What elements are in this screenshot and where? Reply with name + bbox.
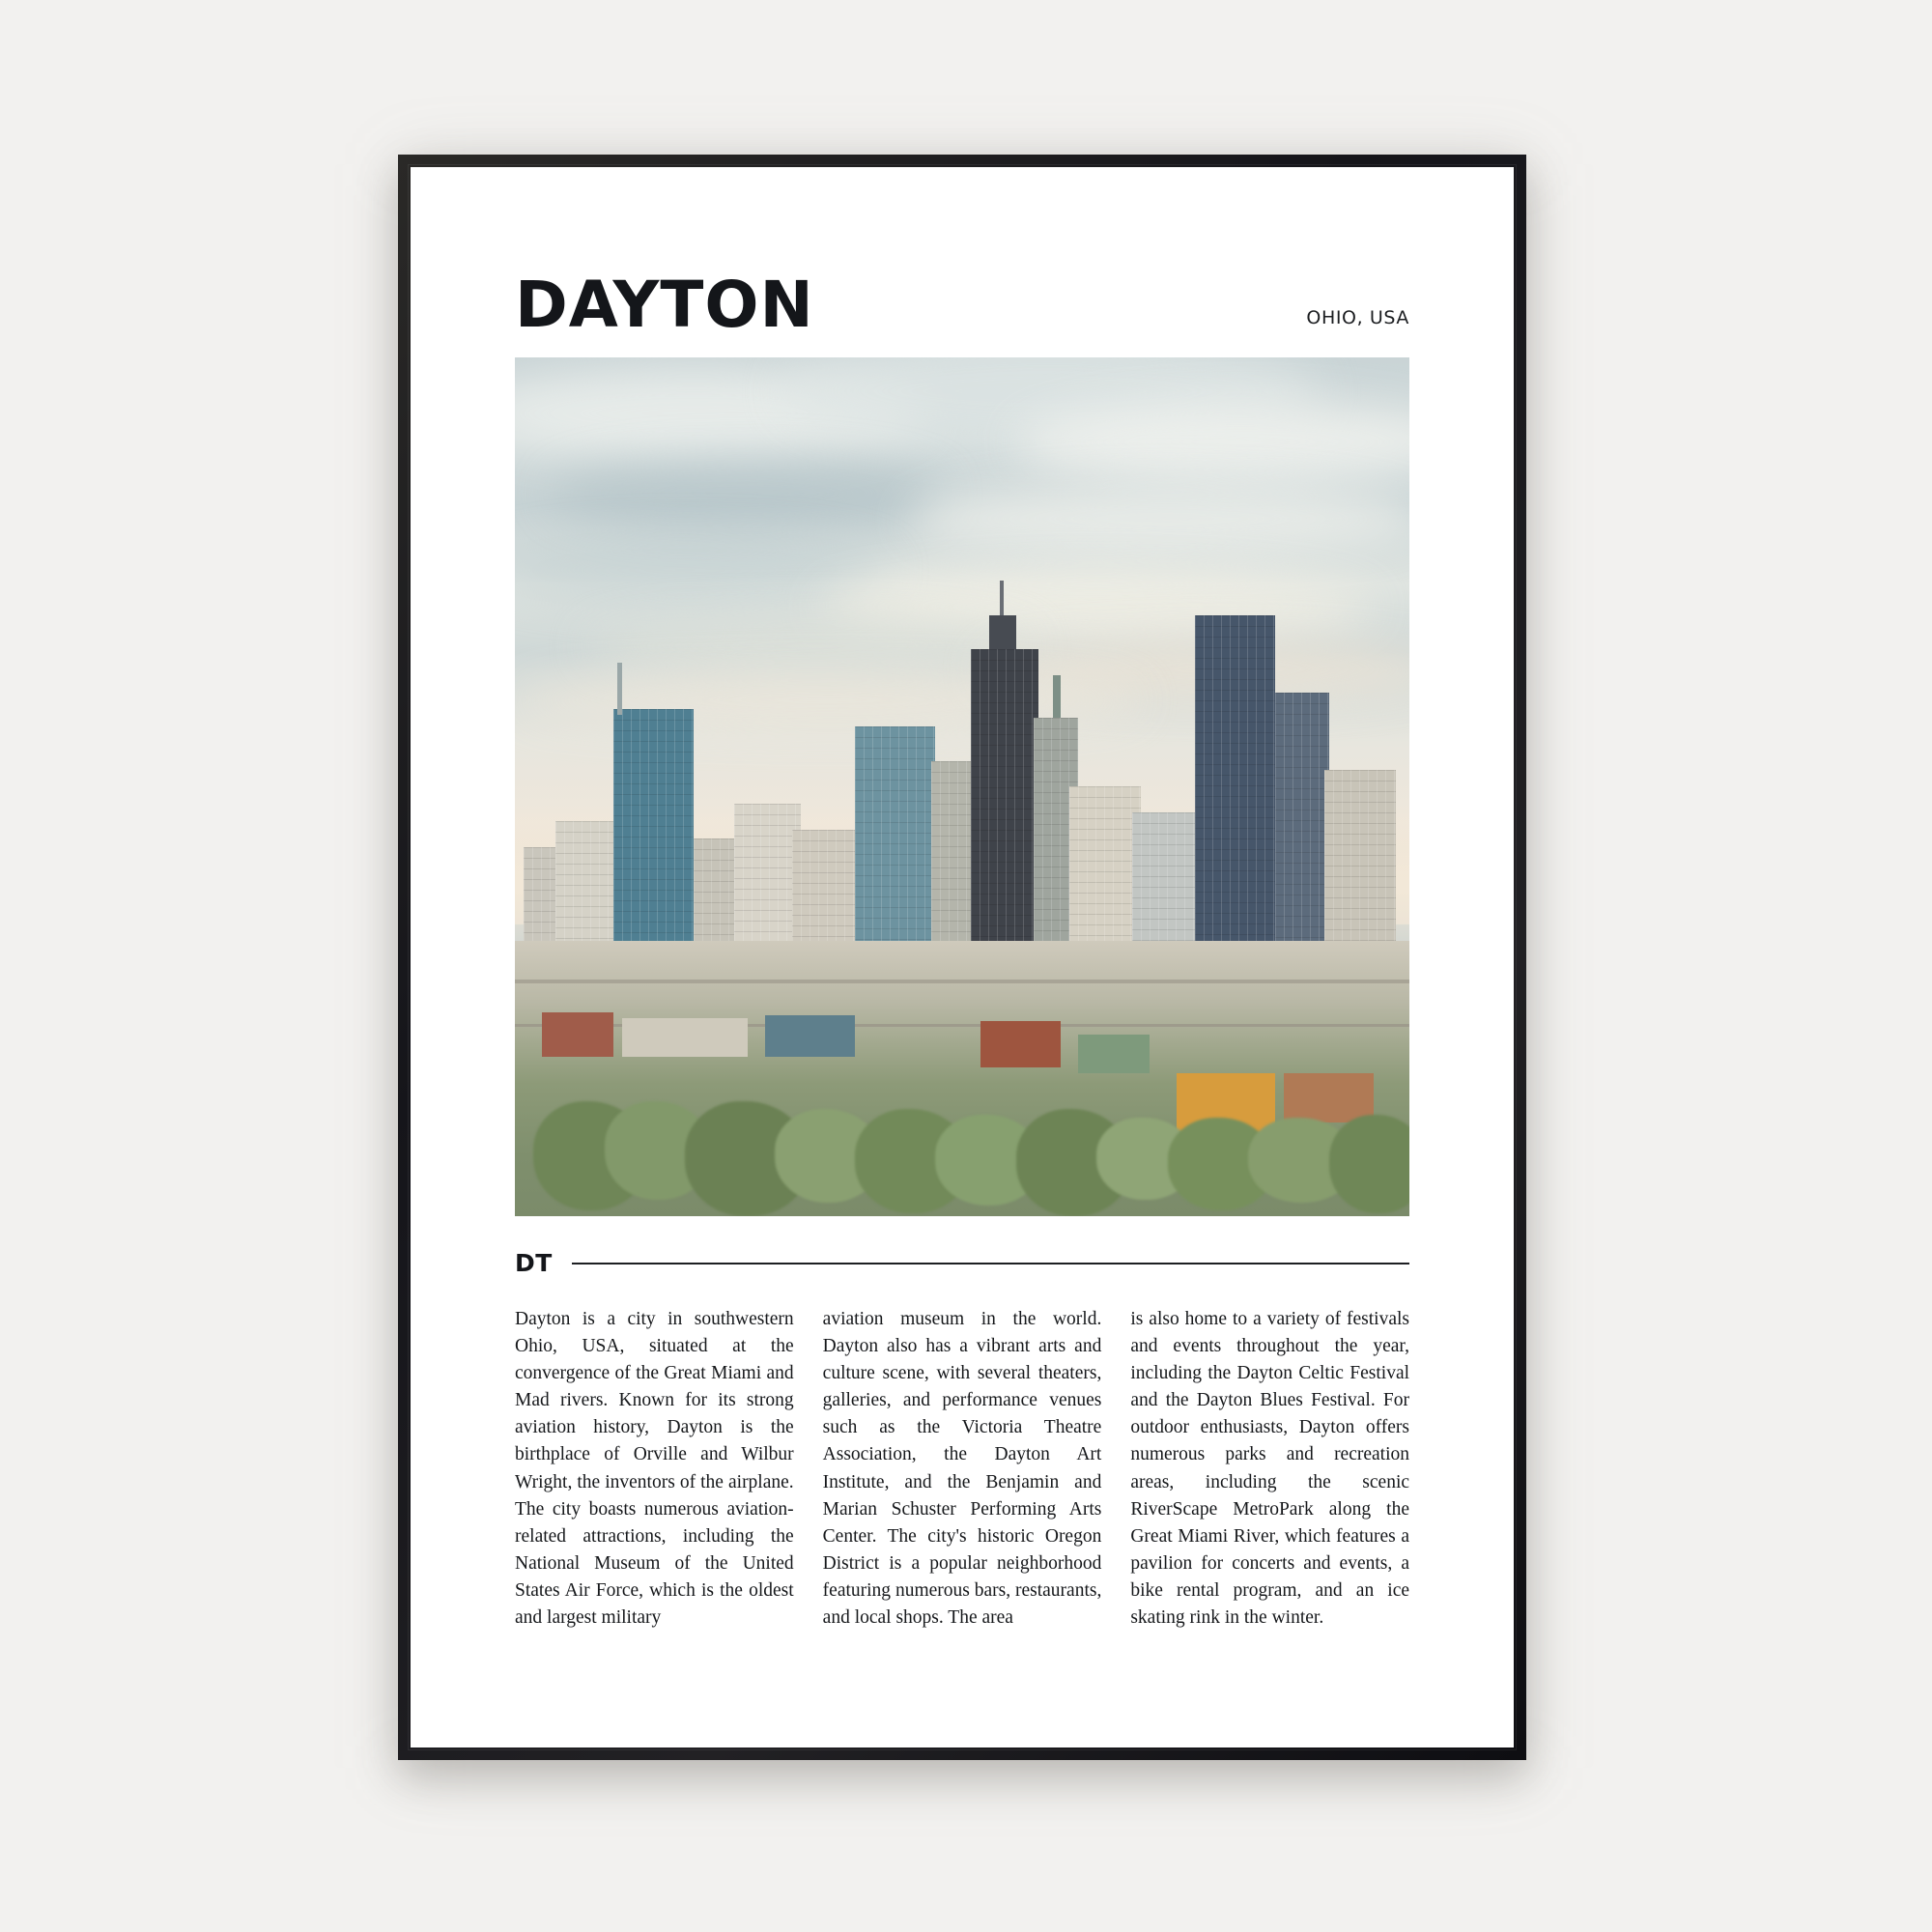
poster-artwork <box>411 167 1514 1747</box>
poster-header <box>515 268 1409 342</box>
poster-code-label: DT <box>515 1249 553 1278</box>
city-skyline-photo <box>515 357 1409 1216</box>
foreground-layer <box>515 941 1409 1216</box>
poster-body-columns <box>515 1306 1409 1632</box>
body-column-3: is also home to a variety of festivals and events throughout the year, including the Dayton Celtic Festival and the Dayton Blues Festival. For outdoor enthusiasts, Dayton offers numerous parks and recreation areas, including the scenic RiverScape MetroPark along the Great Miami River, which features a pavilion for concerts and events, a bike rental program, and an ice skating rink in the winter. <box>1130 1309 1410 1628</box>
poster-location-label: OHIO, USA <box>1306 306 1409 328</box>
body-column-1: Dayton is a city in southwestern Ohio, USA, situated at the convergence of the Great Miami and Mad rivers. Known for its strong aviation history, Dayton is the birthplace of Orville and Wilbur Wright, the inventors of the airplane. The city boasts numerous aviation-related attractions, including the National Museum of the United States Air Force, which is the oldest and largest military <box>515 1309 794 1628</box>
body-column-2: aviation museum in the world. Dayton also has a vibrant arts and culture scene, with several theaters, galleries, and performance venues such as the Victoria Theatre Association, the Dayton Art Institute, and the Benjamin and Marian Schuster Performing Arts Center. The city's historic Oregon District is a popular neighborhood featuring numerous bars, restaurants, and local shops. The area <box>822 1309 1102 1628</box>
frame-mat <box>411 167 1514 1747</box>
page-title: DAYTON <box>515 268 814 342</box>
horizontal-rule <box>572 1263 1409 1264</box>
poster-code-row <box>515 1249 1409 1277</box>
picture-frame <box>398 155 1526 1760</box>
